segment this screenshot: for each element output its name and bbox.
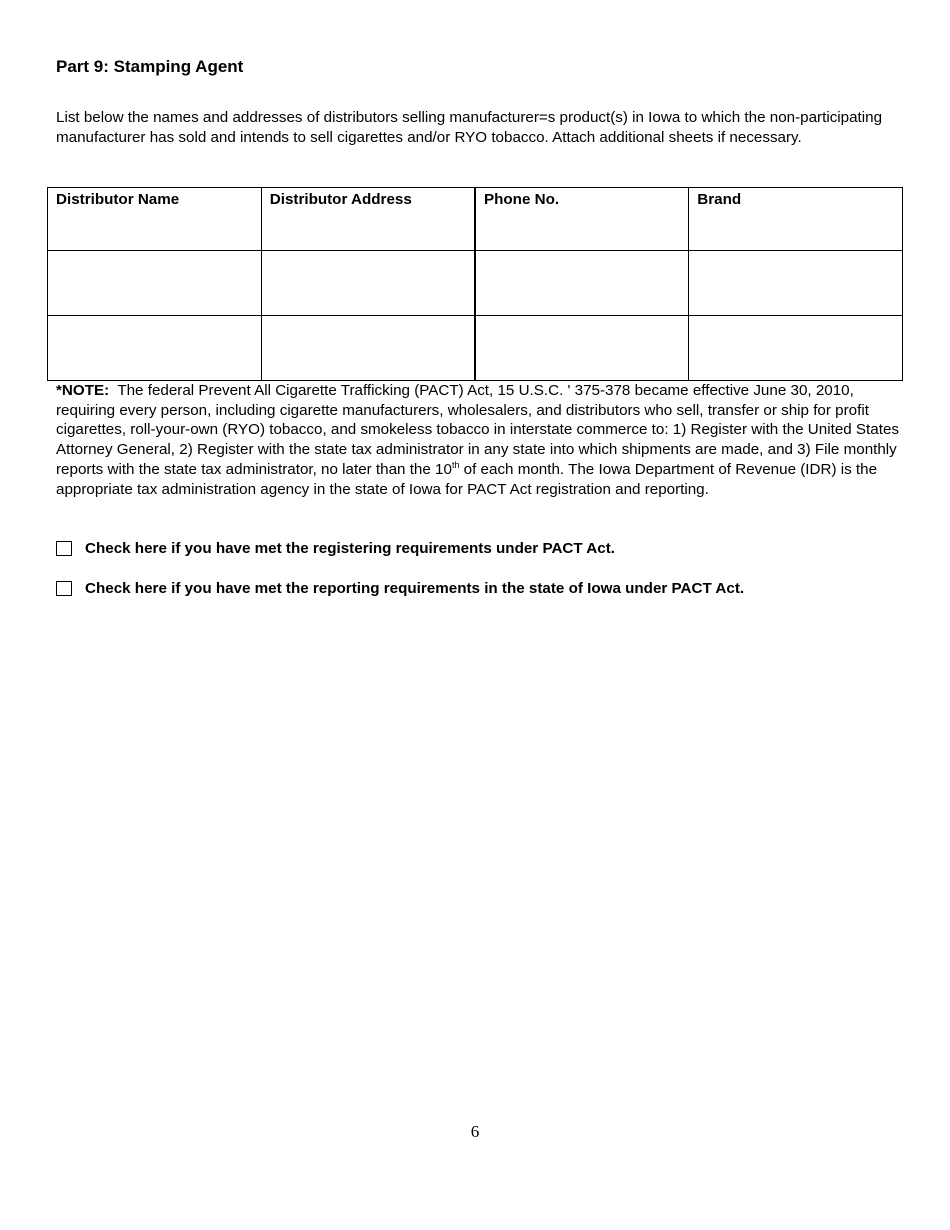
page-title: Part 9: Stamping Agent [56, 57, 244, 76]
table-row [48, 316, 903, 381]
brand-cell[interactable] [689, 251, 903, 316]
registering-check-row [56, 540, 615, 557]
reporting-check-label: Check here if you have met the reporting requirements in the state of Iowa under PACT Act. [85, 580, 745, 597]
registering-checkbox[interactable] [56, 541, 72, 556]
registering-check-label: Check here if you have met the registering requirements under PACT Act. [85, 540, 616, 557]
phone-no-cell[interactable] [475, 316, 689, 381]
phone-no-cell[interactable] [475, 251, 689, 316]
column-header-distributor-name: Distributor Name [48, 188, 262, 251]
distributor-name-cell[interactable] [48, 316, 262, 381]
note-superscript: th [451, 459, 460, 470]
reporting-checkbox[interactable] [56, 581, 72, 596]
brand-cell[interactable] [689, 316, 903, 381]
note-text: The federal Prevent All Cigarette Trafficking (PACT) Act, 15 U.S.C. ' 375-378 became effective June 30, 2010, requiring every person, including cigarette manufacturers, wholesalers, and distributors who sell, transfer or ship for profit cigarettes, roll-your-own (RYO) tobacco, and smokeless tobacco in interstate commerce to: 1) Register with the United States Attorney General, 2) Register with the state tax administrator in any state into which shipments are made, and 3) File monthly reports with the state tax administrator, no later than the 10 [56, 382, 899, 478]
table-row [48, 251, 903, 316]
distributor-address-cell[interactable] [261, 316, 475, 381]
note-label: *NOTE: [56, 382, 110, 399]
distributor-name-cell[interactable] [48, 251, 262, 316]
pact-note [56, 381, 901, 499]
intro-paragraph: List below the names and addresses of distributors selling manufacturer=s product(s) in Iowa to which the non-participating manufacturer has sold and intends to sell cigarettes and/or RYO tobacco. Attach additional sheets if necessary. [56, 109, 883, 146]
table-header-row [48, 188, 903, 251]
distributor-address-cell[interactable] [261, 251, 475, 316]
column-header-brand: Brand [689, 188, 903, 251]
page-number: 6 [470, 1122, 480, 1141]
reporting-check-row [56, 580, 744, 597]
note-text-end: of each month. The Iowa Department of Revenue (IDR) is the appropriate tax administration agency in the state of Iowa for PACT Act registration and reporting. [56, 460, 878, 498]
column-header-distributor-address: Distributor Address [261, 188, 475, 251]
column-header-phone-no: Phone No. [475, 188, 689, 251]
distributor-table [47, 187, 903, 381]
